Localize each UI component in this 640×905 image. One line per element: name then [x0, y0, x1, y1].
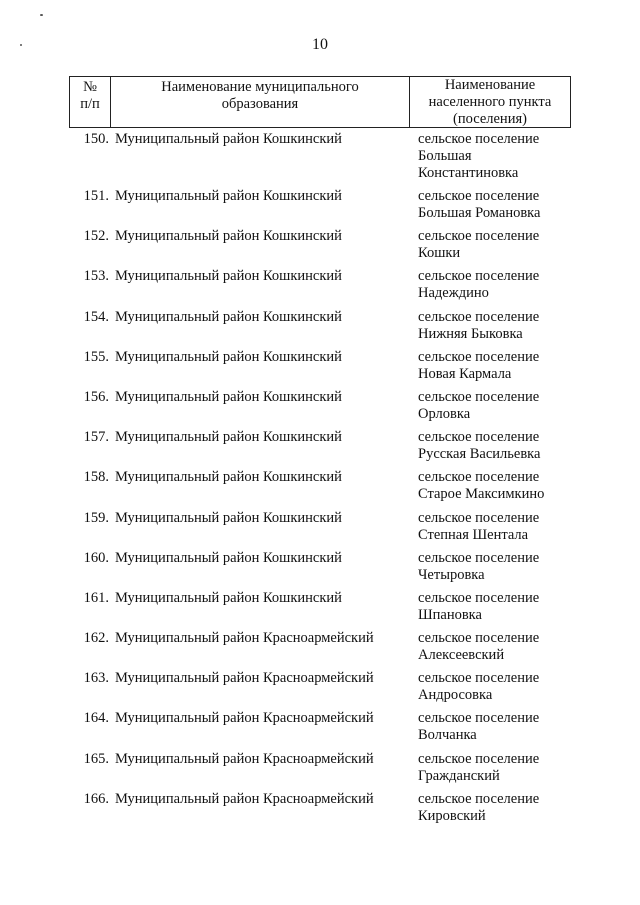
header-number-column: № п/п — [70, 77, 111, 127]
settlement-line: сельское поселение — [418, 429, 540, 446]
table-row — [0, 590, 640, 630]
table-row — [0, 751, 640, 791]
row-number: 156. — [83, 388, 109, 405]
settlement-line: сельское поселение — [418, 308, 540, 325]
municipality-name: Муниципальный район Красноармейский — [115, 710, 374, 727]
table-row — [0, 429, 640, 469]
settlement-line: Четыровка — [418, 566, 485, 583]
settlement-name — [418, 710, 578, 744]
settlement-line: сельское поселение — [418, 188, 540, 204]
row-number: 164. — [83, 710, 109, 727]
settlement-line: сельское поселение — [418, 589, 540, 606]
table-row — [0, 469, 640, 509]
row-number: 159. — [83, 509, 109, 526]
settlement-line: Орловка — [418, 405, 471, 422]
row-number: 155. — [83, 348, 109, 365]
settlement-name — [418, 751, 578, 785]
table-row — [0, 510, 640, 550]
municipality-name: Муниципальный район Кошкинский — [115, 228, 342, 245]
municipality-name: Муниципальный район Кошкинский — [115, 469, 342, 486]
settlement-name — [418, 349, 578, 383]
settlement-name — [418, 590, 578, 624]
row-number: 163. — [83, 670, 109, 687]
municipality-name: Муниципальный район Красноармейский — [115, 630, 374, 647]
table-row — [0, 670, 640, 710]
settlement-line: Алексеевский — [418, 647, 505, 664]
municipality-name: Муниципальный район Кошкинский — [115, 549, 342, 566]
settlement-line: Большая — [418, 148, 472, 164]
row-number: 154. — [83, 308, 109, 325]
settlement-line: сельское поселение — [418, 670, 540, 687]
settlement-name — [418, 228, 578, 262]
settlement-name — [418, 389, 578, 423]
row-number: 165. — [83, 750, 109, 767]
municipality-name: Муниципальный район Красноармейский — [115, 790, 374, 807]
settlement-line: Надеждино — [418, 285, 489, 302]
settlement-line: Степная Шентала — [418, 526, 529, 543]
settlement-line: сельское поселение — [418, 549, 540, 566]
settlement-line: Новая Кармала — [418, 365, 512, 382]
municipality-name: Муниципальный район Кошкинский — [115, 589, 342, 606]
settlement-line: сельское поселение — [418, 790, 540, 807]
settlement-line: сельское поселение — [418, 710, 540, 727]
settlement-line: сельское поселение — [418, 469, 540, 486]
table-row — [0, 791, 640, 831]
settlement-line: Кировский — [418, 807, 486, 824]
settlement-name — [418, 550, 578, 584]
table-row — [0, 710, 640, 750]
settlement-name — [418, 131, 578, 182]
table-row — [0, 188, 640, 228]
header-municipality-column: Наименование муниципального образования — [111, 77, 410, 127]
table-row — [0, 550, 640, 590]
settlement-name — [418, 429, 578, 463]
settlement-line: Волчанка — [418, 727, 477, 744]
row-number: 162. — [83, 630, 109, 647]
row-number: 161. — [83, 589, 109, 606]
settlement-line: Гражданский — [418, 767, 500, 784]
table-header — [69, 76, 571, 128]
municipality-name: Муниципальный район Кошкинский — [115, 131, 342, 147]
settlement-name — [418, 791, 578, 825]
row-number: 158. — [83, 469, 109, 486]
settlement-line: Нижняя Быковка — [418, 325, 523, 342]
settlement-name — [418, 309, 578, 343]
table-row — [0, 131, 640, 188]
municipality-name: Муниципальный район Кошкинский — [115, 268, 342, 285]
settlement-name — [418, 188, 578, 222]
header-settlement-column: Наименование населенного пункта (поселения) — [428, 76, 552, 127]
settlement-line: сельское поселение — [418, 388, 540, 405]
table-body — [0, 131, 640, 831]
municipality-name: Муниципальный район Кошкинский — [115, 388, 342, 405]
settlement-line: Русская Васильевка — [418, 446, 541, 463]
settlement-line: сельское поселение — [418, 228, 540, 245]
municipality-name: Муниципальный район Красноармейский — [115, 670, 374, 687]
municipality-name: Муниципальный район Красноармейский — [115, 750, 374, 767]
scan-speck — [40, 14, 43, 16]
row-number: 157. — [83, 429, 109, 446]
settlement-line: сельское поселение — [418, 131, 540, 147]
row-number: 166. — [83, 790, 109, 807]
settlement-name — [418, 469, 578, 503]
settlement-name — [418, 268, 578, 302]
settlement-line: сельское поселение — [418, 750, 540, 767]
page-number: 10 — [312, 36, 328, 53]
table-row — [0, 268, 640, 308]
settlement-line: Старое Максимкино — [418, 486, 545, 503]
municipality-name: Муниципальный район Кошкинский — [115, 348, 342, 365]
settlement-name — [418, 670, 578, 704]
municipality-name: Муниципальный район Кошкинский — [115, 308, 342, 325]
settlement-line: Шпановка — [418, 606, 482, 623]
settlement-line: Кошки — [418, 245, 461, 262]
table-row — [0, 228, 640, 268]
table-row — [0, 349, 640, 389]
row-number: 150. — [83, 131, 109, 147]
row-number: 153. — [83, 268, 109, 285]
municipality-name: Муниципальный район Кошкинский — [115, 509, 342, 526]
settlement-line: Большая Романовка — [418, 205, 541, 221]
settlement-line: Константиновка — [418, 165, 519, 181]
row-number: 152. — [83, 228, 109, 245]
settlement-name — [418, 510, 578, 544]
row-number: 160. — [83, 549, 109, 566]
settlement-line: Андросовка — [418, 687, 493, 704]
row-number: 151. — [83, 188, 109, 204]
settlement-line: сельское поселение — [418, 268, 540, 285]
settlement-line: сельское поселение — [418, 348, 540, 365]
settlement-line: сельское поселение — [418, 630, 540, 647]
settlement-name — [418, 630, 578, 664]
table-row — [0, 309, 640, 349]
municipality-name: Муниципальный район Кошкинский — [115, 429, 342, 446]
municipality-name: Муниципальный район Кошкинский — [115, 188, 342, 204]
settlement-line: сельское поселение — [418, 509, 540, 526]
table-row — [0, 389, 640, 429]
table-row — [0, 630, 640, 670]
